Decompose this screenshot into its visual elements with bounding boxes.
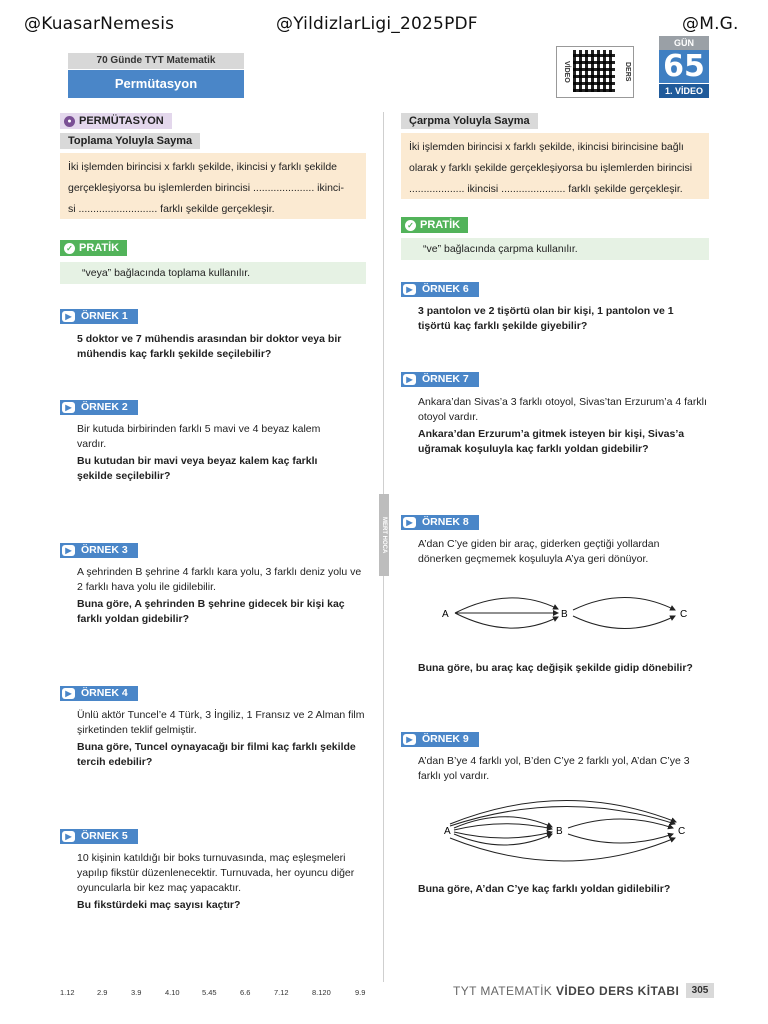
definition-multiplication [401,133,709,199]
play-icon[interactable]: ▶ [62,402,75,413]
watermark-center: @YildizlarLigi_2025PDF [276,14,478,34]
question-bold: Buna göre, A şehrinden B şehrine gidecek bir kişi kaç farklı yoldan gidebilir? [77,598,345,625]
route-paths [450,800,676,861]
section-icon: ● [64,116,75,127]
book-title: 70 Günde TYT Matematik [68,53,244,69]
question-text: 10 kişinin katıldığı bir boks turnuvasında, maç eşleşmeleri yapılıp fikstür düzenlenecektir. Turnuvada, her oyuncu diğer oyuncularla bir kez maç yapacaktır. [77,852,355,894]
footer-title-bold: VİDEO DERS KİTABI [555,984,680,998]
play-icon[interactable]: ▶ [62,688,75,699]
watermark-right: @M.G. [682,14,739,34]
pratik-badge-left [60,240,127,256]
pratik-label: PRATİK [420,219,461,231]
node-b: B [556,826,563,837]
example-label: ÖRNEK 7 [422,373,469,385]
play-icon[interactable]: ▶ [403,734,416,745]
definition-line: si ........................... farklı şekilde gerçekleşir. [68,203,275,215]
example-label: ÖRNEK 9 [422,733,469,745]
definition-line: olarak y farklı şekilde gerçekleşiyorsa bu işlemlerden birincisi [409,162,693,174]
example-badge [401,515,479,530]
route-ab [454,824,552,830]
answer-item: 8.120 [312,988,331,997]
node-a: A [442,609,449,620]
qr-left-label: VİDEO [563,61,570,83]
topic-title: Permütasyon [68,70,244,98]
example-label: ÖRNEK 6 [422,283,469,295]
question-bold: 5 doktor ve 7 mühendis arasından bir doktor veya bir mühendis kaç farklı şekilde seçilebilir? [77,333,342,360]
example-question [77,422,342,484]
example-question [418,754,703,784]
pratik-label: PRATİK [79,242,120,254]
question-text: Bir kutuda birbirinden farklı 5 mavi ve 4 beyaz kalem vardır. [77,423,321,450]
question-bold: Bu kutudan bir mavi veya beyaz kalem kaç farklı şekilde seçilebilir? [77,455,318,482]
footer-title [453,984,679,998]
example-question [77,708,367,770]
example-badge [60,829,138,844]
play-icon[interactable]: ▶ [62,311,75,322]
definition-line: ................... ikincisi ...................... farklı şekilde gerçekleşir. [409,183,683,195]
answer-item: 7.12 [274,988,289,997]
example-question [418,395,708,457]
video-label: 1. VİDEO [659,84,709,98]
pratik-badge-right [401,217,468,233]
definition-line: İki işlemden birincisi x farklı şekilde, ikincisi y farklı şekilde [68,161,337,173]
answer-item: 2.9 [97,988,108,997]
question-text: Ankara’dan Sivas’a 3 farklı otoyol, Sivas’tan Erzurum’a 4 farklı otoyol vardır. [418,396,707,423]
subsection-addition: Toplama Yoluyla Sayma [60,133,200,149]
question-bold: Ankara’dan Erzurum’a gitmek isteyen bir kişi, Sivas’a uğramak koşuluyla kaç farklı yoldan gidebilir? [418,428,685,455]
node-a: A [444,826,451,837]
example-label: ÖRNEK 2 [81,401,128,413]
play-icon[interactable]: ▶ [62,545,75,556]
question-bold: Bu fikstürdeki maç sayısı kaçtır? [77,899,241,911]
route-ac [450,806,675,826]
example-badge [60,543,138,558]
spine-text: MERT HOCA [379,494,389,576]
play-icon[interactable]: ▶ [403,284,416,295]
example-badge [60,309,138,324]
watermark-left: @KuasarNemesis [24,14,175,34]
route-ab [454,832,552,838]
day-label: GÜN [659,36,709,50]
definition-line: gerçekleşiyorsa bu işlemlerden birincisi ..................... ikinci- [68,182,345,194]
pratik-icon: ✓ [405,220,416,231]
question-text: A’dan B’ye 4 farklı yol, B’den C’ye 2 farklı yol, A’dan C’ye 3 farklı yol vardır. [418,755,690,782]
example-question [77,565,367,627]
question-bold: Buna göre, Tuncel oynayacağı bir filmi kaç farklı şekilde tercih edebilir? [77,741,356,768]
example-question [77,330,367,362]
qr-code-icon[interactable] [573,50,615,92]
example-label: ÖRNEK 3 [81,544,128,556]
day-number: 65 [659,50,709,83]
example-label: ÖRNEK 4 [81,687,128,699]
answer-item: 9.9 [355,988,366,997]
example-badge [60,400,138,415]
example-label: ÖRNEK 5 [81,830,128,842]
play-icon[interactable]: ▶ [403,517,416,528]
example-question [77,851,367,913]
pratik-icon: ✓ [64,243,75,254]
example-label: ÖRNEK 8 [422,516,469,528]
answer-item: 5.45 [202,988,217,997]
question-text: Ünlü aktör Tuncel’e 4 Türk, 3 İngiliz, 1 Fransız ve 2 Alman film şirketinden teklif gelmiştir. [77,709,365,736]
node-c: C [678,826,686,837]
question-text: A’dan C’ye giden bir araç, giderken geçtiği yollardan dönerken geçmemek koşuluyla A’ya geri dönüyor. [418,538,660,565]
pratik-note-right: “ve” bağlacında çarpma kullanılır. [401,238,709,260]
node-b: B [561,609,568,620]
route-diagram-9 [430,792,710,872]
play-icon[interactable]: ▶ [62,831,75,842]
section-badge [60,113,172,129]
example-badge [401,732,479,747]
route-diagram-8 [430,580,710,650]
answer-item: 1.12 [60,988,75,997]
question-bold: 3 pantolon ve 2 tişörtü olan bir kişi, 1 pantolon ve 1 tişörtü kaç farklı şekilde giyebilir? [418,305,674,332]
route-bc [568,819,673,828]
answer-item: 3.9 [131,988,142,997]
page-number: 305 [686,983,714,998]
definition-addition [60,153,366,219]
question-bold: Buna göre, A’dan C’ye kaç farklı yoldan gidilebilir? [418,883,671,895]
route-ab [455,613,558,628]
example-question [418,659,713,676]
answer-item: 6.6 [240,988,251,997]
route-ab [455,598,558,613]
video-qr-block[interactable] [556,46,634,98]
section-badge-label: PERMÜTASYON [79,115,164,127]
pratik-note-left: “veya” bağlacında toplama kullanılır. [60,262,366,284]
play-icon[interactable]: ▶ [403,374,416,385]
route-bc [573,616,675,629]
example-question [418,880,713,897]
example-badge [401,282,479,297]
example-badge [60,686,138,701]
subsection-multiplication: Çarpma Yoluyla Sayma [401,113,538,129]
example-badge [401,372,479,387]
question-bold: Buna göre, bu araç kaç değişik şekilde gidip dönebilir? [418,662,693,674]
route-bc [568,834,673,843]
qr-right-label: DERS [624,62,631,82]
answer-item: 4.10 [165,988,180,997]
question-text: A şehrinden B şehrine 4 farklı kara yolu, 3 farklı deniz yolu ve 2 farklı hava yolu ile gidilebilir. [77,566,362,593]
route-bc [573,598,675,611]
example-question [418,537,686,567]
node-c: C [680,609,688,620]
example-question [418,302,703,334]
definition-line: İki işlemden birincisi x farklı şekilde, ikincisi birincisine bağlı [409,141,684,153]
example-label: ÖRNEK 1 [81,310,128,322]
footer-title-light: TYT MATEMATİK [453,984,556,998]
answer-key [60,988,375,997]
